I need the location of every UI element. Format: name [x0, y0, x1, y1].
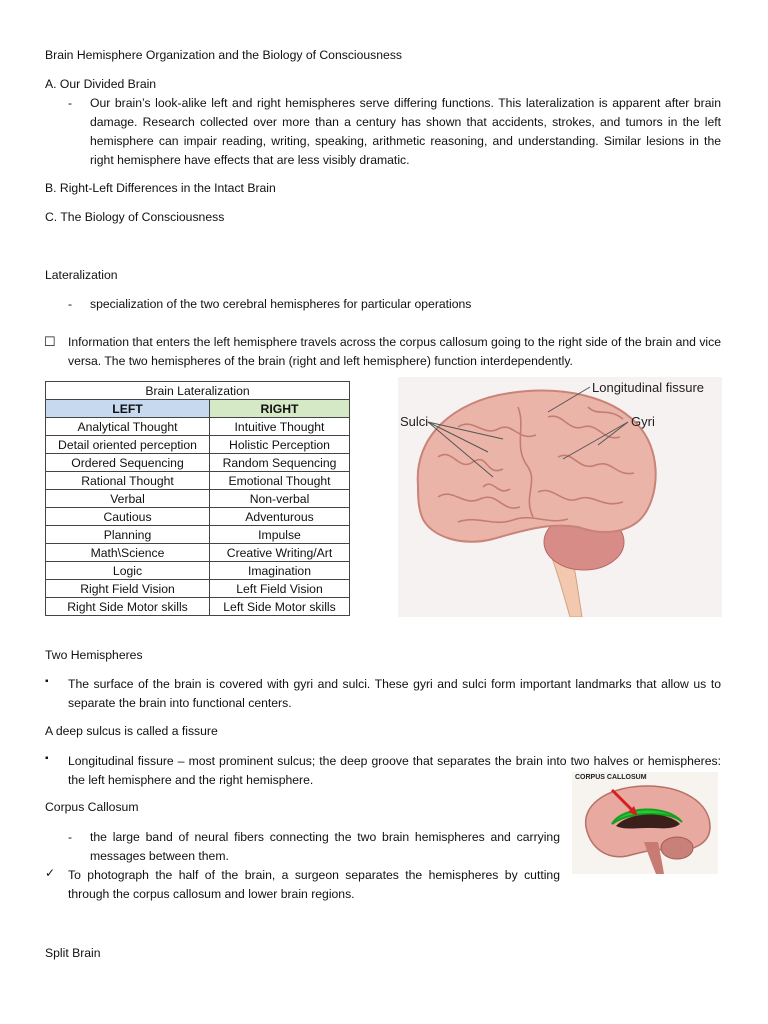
- square-bullet-icon: ▪: [45, 753, 49, 764]
- left-cell: Right Field Vision: [46, 580, 210, 598]
- surgeon-paragraph: To photograph the half of the brain, a surgeon separates the hemispheres by cutting through the corpus callosum and lower brain regions.: [68, 868, 560, 901]
- table-row: [46, 472, 350, 490]
- left-cell: Cautious: [46, 508, 210, 526]
- lateralization-definition: specialization of the two cerebral hemispheres for particular operations: [90, 297, 472, 311]
- table-header-left: LEFT: [46, 400, 210, 418]
- right-cell: Non-verbal: [210, 490, 350, 508]
- document-title: Brain Hemisphere Organization and the Biology of Consciousness: [45, 48, 403, 62]
- table-row: [46, 562, 350, 580]
- dash-bullet: -: [68, 96, 73, 110]
- right-cell: Emotional Thought: [210, 472, 350, 490]
- brain-illustration: [398, 377, 722, 617]
- table-header-right: RIGHT: [210, 400, 350, 418]
- table-row: [46, 490, 350, 508]
- dash-bullet: -: [68, 830, 73, 844]
- dash-bullet: -: [68, 297, 73, 311]
- longitudinal-fissure-paragraph: Longitudinal fissure – most prominent sulcus; the deep groove that separates the brain into two halves or hemispheres: the left hemisphere and the right hemisphere.: [68, 754, 721, 787]
- left-cell: Math\Science: [46, 544, 210, 562]
- cerebellum: [661, 837, 693, 859]
- left-cell: Right Side Motor skills: [46, 598, 210, 616]
- section-b-heading: B. Right-Left Differences in the Intact Brain: [45, 181, 276, 195]
- section-c-heading: C. The Biology of Consciousness: [45, 210, 225, 224]
- section-a-heading: A. Our Divided Brain: [45, 77, 157, 91]
- section-a-paragraph: Our brain’s look-alike left and right hemispheres serve differing functions. This lateralization is apparent after brain damage. Research collected over more than a century has shown that accidents, strokes, and tumors in the left hemisphere can impair reading, writing, speaking, arithmetic reasoning, and understanding. Similar lesions in the right hemisphere have effects that are less visibly dramatic.: [90, 96, 721, 167]
- right-cell: Left Field Vision: [210, 580, 350, 598]
- corpus-callosum-figure-label: CORPUS CALLOSUM: [575, 774, 647, 781]
- left-cell: Ordered Sequencing: [46, 454, 210, 472]
- label-gyri: Gyri: [631, 414, 655, 429]
- lateralization-info: Information that enters the left hemisphere travels across the corpus callosum going to the right side of the brain and vice versa. The two hemispheres of the brain (right and left hemisphere) function interdependently.: [68, 335, 721, 368]
- left-cell: Detail oriented perception: [46, 436, 210, 454]
- two-hemispheres-heading: Two Hemispheres: [45, 648, 143, 662]
- split-brain-heading: Split Brain: [45, 946, 101, 960]
- right-cell: Impulse: [210, 526, 350, 544]
- square-bullet-icon: ▪: [45, 676, 49, 687]
- label-longitudinal-fissure: Longitudinal fissure: [592, 380, 705, 395]
- left-cell: Logic: [46, 562, 210, 580]
- table-row: [46, 580, 350, 598]
- table-title: Brain Lateralization: [46, 382, 350, 400]
- gyri-sulci-paragraph: The surface of the brain is covered with gyri and sulci. These gyri and sulci form important landmarks that allow us to separate the brain into functional centers.: [68, 677, 721, 710]
- table-row: [46, 418, 350, 436]
- right-cell: Intuitive Thought: [210, 418, 350, 436]
- table-row: [46, 526, 350, 544]
- fissure-heading: A deep sulcus is called a fissure: [45, 724, 218, 738]
- table-row: [46, 598, 350, 616]
- table-row: [46, 508, 350, 526]
- table-row: [46, 454, 350, 472]
- table-row: [46, 544, 350, 562]
- right-cell: Holistic Perception: [210, 436, 350, 454]
- checkbox-bullet-icon: ☐: [44, 334, 56, 349]
- label-sulci: Sulci: [400, 414, 429, 429]
- right-cell: Creative Writing/Art: [210, 544, 350, 562]
- right-cell: Adventurous: [210, 508, 350, 526]
- corpus-callosum-illustration: [572, 772, 718, 874]
- left-cell: Planning: [46, 526, 210, 544]
- corpus-callosum-heading: Corpus Callosum: [45, 800, 139, 814]
- brain-lateralization-table: [45, 381, 350, 616]
- check-icon: ✓: [45, 866, 56, 880]
- lateralization-heading: Lateralization: [45, 268, 118, 282]
- left-cell: Analytical Thought: [46, 418, 210, 436]
- left-cell: Verbal: [46, 490, 210, 508]
- left-cell: Rational Thought: [46, 472, 210, 490]
- corpus-callosum-definition: the large band of neural fibers connecting the two brain hemispheres and carrying messages between them.: [90, 830, 560, 863]
- right-cell: Left Side Motor skills: [210, 598, 350, 616]
- right-cell: Imagination: [210, 562, 350, 580]
- right-cell: Random Sequencing: [210, 454, 350, 472]
- table-row: [46, 436, 350, 454]
